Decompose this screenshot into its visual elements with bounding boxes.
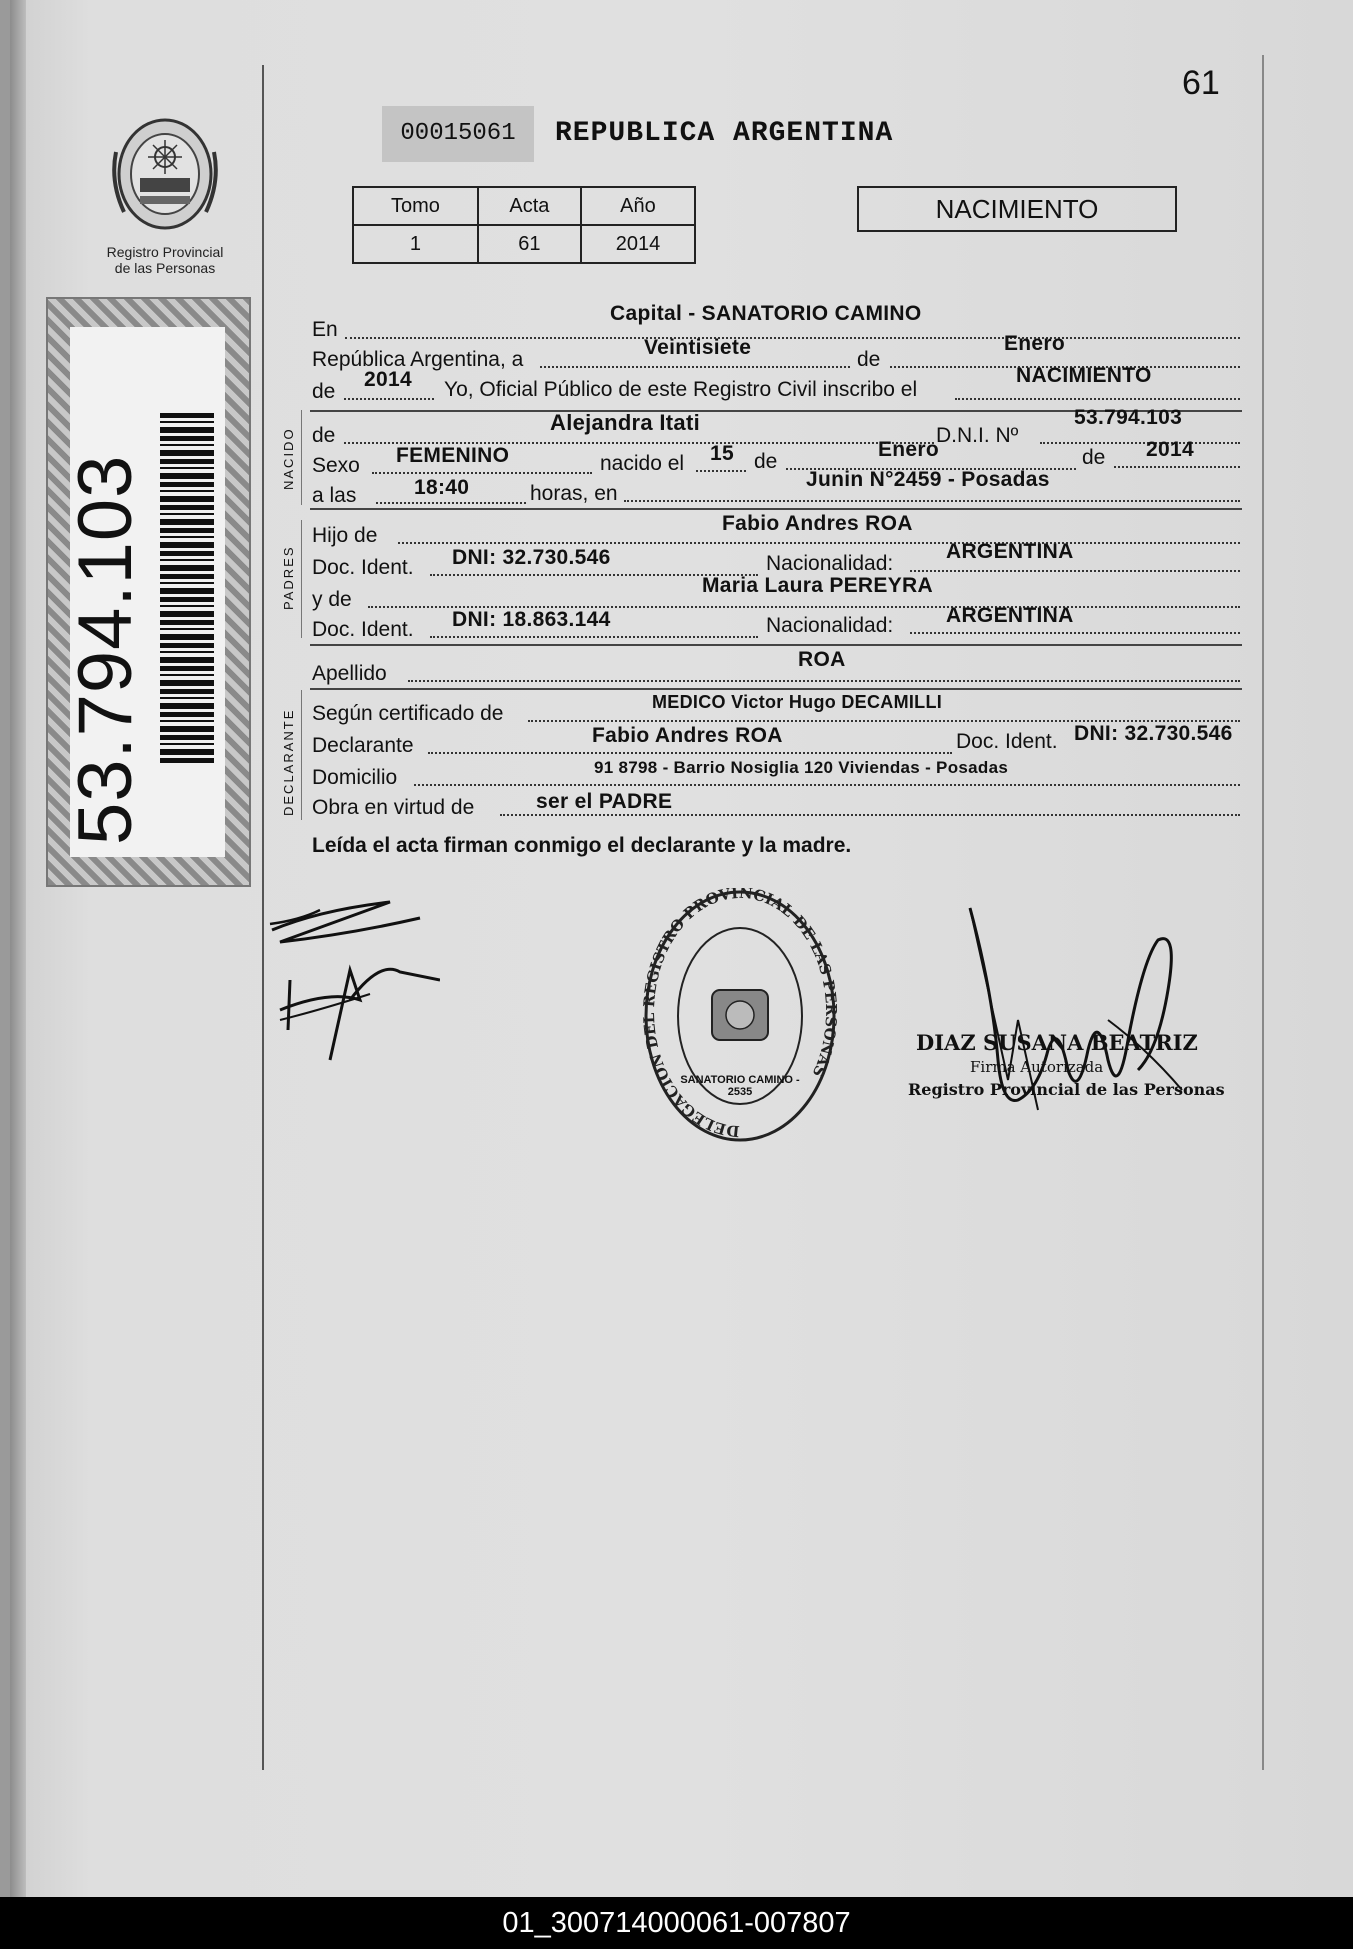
label-de-mes-nac: de <box>754 450 778 473</box>
dots-inscribe <box>955 398 1240 400</box>
value-madre-nac: ARGENTINA <box>946 604 1074 627</box>
registry-caption <box>80 244 250 276</box>
value-anio-nac: 2014 <box>1146 438 1194 461</box>
dots-obra <box>500 814 1240 816</box>
dots-declarante <box>428 752 952 754</box>
label-a-las: a las <box>312 484 357 507</box>
value-dni: 53.794.103 <box>1074 406 1183 429</box>
official-registry: Registro Provincial de las Personas <box>908 1080 1225 1099</box>
label-y-de: y de <box>312 588 352 611</box>
anio-header: Año <box>581 187 695 225</box>
label-segun: Según certificado de <box>312 702 504 725</box>
acta-value: 61 <box>478 225 581 263</box>
dots-lugar-nac <box>624 500 1240 502</box>
label-de-nombre: de <box>312 424 336 447</box>
footer-id: 01_300714000061-007807 <box>0 1897 1353 1949</box>
stamp-inner-text: SANATORIO CAMINO - 2535 <box>680 1074 800 1098</box>
value-hora: 18:40 <box>414 476 470 499</box>
value-dia-letras: Veintisiete <box>644 336 752 359</box>
declarant-signatures <box>260 890 440 1070</box>
value-inscribe: NACIMIENTO <box>1016 364 1152 387</box>
value-obra: ser el PADRE <box>536 790 673 813</box>
registry-line-2: de las Personas <box>114 260 216 276</box>
label-nacido-el: nacido el <box>600 452 685 475</box>
label-de-anio-nac: de <box>1082 446 1106 469</box>
label-de-anio: de <box>312 380 336 403</box>
value-declarante-doc: DNI: 32.730.546 <box>1074 722 1233 745</box>
dots-en <box>345 337 1240 339</box>
value-padre-nac: ARGENTINA <box>946 540 1074 563</box>
value-nombre: Alejandra Itati <box>550 410 700 435</box>
province-seal <box>110 112 220 242</box>
label-sexo: Sexo <box>312 454 360 477</box>
dots-domicilio <box>414 784 1240 786</box>
nacido-section-rule <box>301 410 302 505</box>
tomo-header: Tomo <box>353 187 478 225</box>
label-dni: D.N.I. Nº <box>936 424 1019 447</box>
province-seal-icon <box>110 112 220 242</box>
stamp-ring-text: DELEGACION DE EGISTRO PROVINCIAL DE LAS PE ONAS <box>642 888 838 1141</box>
serial-number: 00015061 <box>382 106 534 162</box>
padres-section-rule <box>301 520 302 638</box>
official-title: Firma Autorizada <box>970 1058 1104 1076</box>
value-anio: 2014 <box>364 368 412 391</box>
label-yo: Yo, Oficial Público de este Registro Civil inscribo el <box>444 378 918 401</box>
label-de-mes: de <box>857 348 881 371</box>
value-declarante: Fabio Andres ROA <box>592 724 783 747</box>
barcode-number: 53.794.103 <box>63 454 148 845</box>
acta-header: Acta <box>478 187 581 225</box>
dots-padre-nac <box>910 570 1240 572</box>
declarante-section-rule <box>301 690 302 820</box>
label-apellido: Apellido <box>312 662 387 685</box>
label-doc-ident-madre: Doc. Ident. <box>312 618 414 641</box>
stamp-icon <box>642 888 838 1144</box>
label-doc-ident-padre: Doc. Ident. <box>312 556 414 579</box>
value-madre-doc: DNI: 18.863.144 <box>452 608 611 631</box>
dots-anio <box>344 398 434 400</box>
label-obra: Obra en virtud de <box>312 796 475 819</box>
dots-dni <box>1040 442 1240 444</box>
value-mes-nac: Enero <box>878 438 940 461</box>
separator-padres <box>310 644 1242 646</box>
separator-nacido <box>310 508 1242 510</box>
label-nacionalidad-padre: Nacionalidad: <box>766 552 894 575</box>
label-hijo-de: Hijo de <box>312 524 378 547</box>
dots-dia-nac <box>696 470 746 472</box>
official-signature <box>958 900 1188 1120</box>
registry-line-1: Registro Provincial <box>106 244 224 260</box>
value-madre: Maria Laura PEREYRA <box>702 574 933 597</box>
barcode-panel <box>63 327 225 857</box>
value-apellido: ROA <box>798 648 846 671</box>
record-table <box>352 186 696 264</box>
dots-padre <box>398 542 1240 544</box>
value-mes: Enero <box>1004 332 1066 355</box>
label-domicilio: Domicilio <box>312 766 398 789</box>
separator-apellido <box>310 688 1242 690</box>
value-certificado: MEDICO Victor Hugo DECAMILLI <box>652 692 943 712</box>
barcode-bars <box>160 413 214 765</box>
label-horas-en: horas, en <box>530 482 618 505</box>
dots-madre-nac <box>910 632 1240 634</box>
value-lugar: Capital - SANATORIO CAMINO <box>610 302 922 325</box>
official-name: DIAZ SUSANA BEATRIZ <box>916 1030 1198 1055</box>
country-title: REPUBLICA ARGENTINA <box>555 118 894 149</box>
record-type-box: NACIMIENTO <box>857 186 1177 232</box>
label-en: En <box>312 318 338 341</box>
dots-anio-nac <box>1114 466 1240 468</box>
section-padres: PADRES <box>281 545 296 610</box>
value-lugar-nac: Junin N°2459 - Posadas <box>806 468 1050 491</box>
label-nacionalidad-madre: Nacionalidad: <box>766 614 894 637</box>
section-declarante: DECLARANTE <box>281 708 296 816</box>
closing-statement: Leída el acta firman conmigo el declarante y la madre. <box>312 834 852 857</box>
dots-apellido <box>408 680 1240 682</box>
registry-stamp <box>642 888 838 1144</box>
page-binding-edge <box>10 0 26 1897</box>
value-padre: Fabio Andres ROA <box>722 512 913 535</box>
right-margin-rule <box>1262 55 1264 1770</box>
section-nacido: NACIDO <box>281 427 296 490</box>
label-declarante: Declarante <box>312 734 414 757</box>
dots-sexo <box>372 472 592 474</box>
page-number: 61 <box>1182 64 1220 102</box>
value-sexo: FEMENINO <box>396 444 510 467</box>
value-dia-nac: 15 <box>710 442 734 465</box>
tomo-value: 1 <box>353 225 478 263</box>
dots-madre-doc <box>430 636 758 638</box>
dots-hora <box>376 502 526 504</box>
anio-value: 2014 <box>581 225 695 263</box>
label-doc-ident-declarante: Doc. Ident. <box>956 730 1058 753</box>
label-republica: República Argentina, a <box>312 348 524 371</box>
barcode-strip <box>46 297 251 887</box>
value-domicilio: 91 8798 - Barrio Nosiglia 120 Viviendas - Posadas <box>594 758 1009 777</box>
dots-dia <box>540 366 850 368</box>
value-padre-doc: DNI: 32.730.546 <box>452 546 611 569</box>
document-page <box>10 0 1353 1897</box>
